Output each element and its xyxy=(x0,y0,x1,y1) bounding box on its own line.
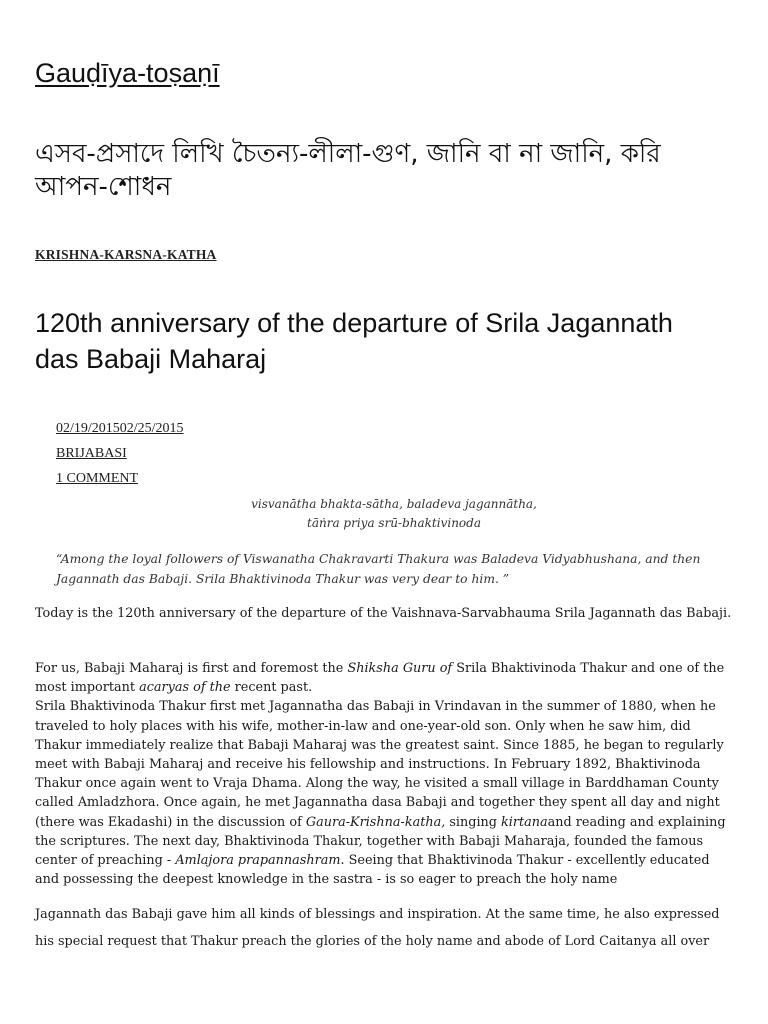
post-title: 120th anniversary of the departure of Srila Jagannath das Babaji Maharaj xyxy=(35,308,673,374)
emphasis-text: acaryas of the xyxy=(139,680,235,696)
emphasis-text: Amlajora prapannashram xyxy=(175,853,341,869)
paragraph-blessings: Jagannath das Babaji gave him all kinds of blessings and inspiration. At the same time, he also expressed his special request that Thakur preach the glories of the holy name and abode of Lord Caitanya all over xyxy=(35,907,720,949)
verse-line-2: tāṅra priya srū-bhaktivinoda xyxy=(307,516,481,530)
site-title-link[interactable]: Gauḍīya-toṣaṇī xyxy=(35,58,220,88)
category-link[interactable]: KRISHNA-KARSNA-KATHA xyxy=(35,247,217,262)
paragraph-intro: Today is the 120th anniversary of the departure of the Vaishnava-Sarvabhauma Srila Jagannath das Babaji. xyxy=(35,606,732,621)
emphasis-text: kirtana xyxy=(501,814,548,830)
post-date-link[interactable]: 02/19/201502/25/2015 xyxy=(56,421,184,436)
verse-line-1: visvanātha bhakta-sātha, baladeva jagannātha, xyxy=(251,497,537,511)
translation-quote: “Among the loyal followers of Viswanatha Chakravarti Thakura was Baladeva Vidyabhushana, and then Jagannath das Babaji. Srila Bhaktivinoda Thakur was very dear to him. ” xyxy=(56,552,701,586)
emphasis-text: Shiksha Guru of xyxy=(347,661,457,676)
paragraph-history: For us, Babaji Maharaj is first and foremost the Shiksha Guru of Srila Bhaktivinoda Thakur and one of the most important acaryas of the recent past. Srila Bhaktivinoda Thakur first met Jagannatha das Babaji in Vrindavan in the summer of 1880, when he traveled to holy places with his wife, mother-in-law and one-year-old son. Only when he saw him, did Thakur immediately realize that Babaji Maharaj was the greatest saint. Since 1885, he began to regularly meet with Babaji Maharaj and receive his fellowship and instructions. In February 1892, Bhaktivinoda Thakur once again went to Vraja Dhama. Along the way, he visited a small village in Barddhaman County called Amladzhora. Once again, he met Jagannatha dasa Babaji and together they spent all day and night (there was Ekadashi) in the discussion of Gaura-Krishna-katha, singing kirtanaand reading and explaining the scriptures. The next day, Bhaktivinoda Thakur, together with Babaji Maharaja, founded the famous center of preaching - Amlajora prapannashram. Seeing that Bhaktivinoda Thakur - excellently educated and possessing the deepest knowledge in the sastra - is so eager to preach the holy name xyxy=(35,661,726,888)
site-tagline: এসব-প্রসাদে লিখি চৈতন্য-লীলা-গুণ, জানি বা না জানি, করি আপন-শোধন xyxy=(35,139,661,202)
comments-link[interactable]: 1 COMMENT xyxy=(56,471,139,486)
post-author-link[interactable]: BRIJABASI xyxy=(56,446,127,461)
emphasis-text: Gaura-Krishna-katha, xyxy=(305,814,450,830)
